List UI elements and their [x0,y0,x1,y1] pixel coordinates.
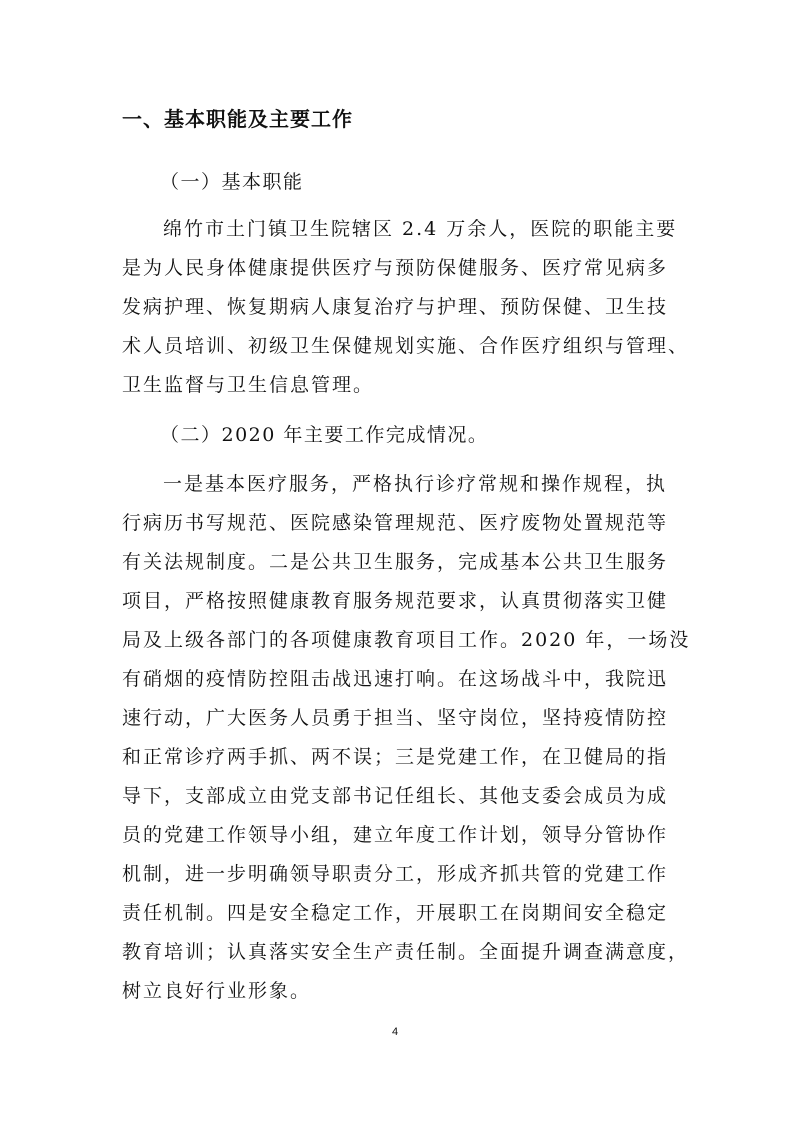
paragraph-line: 员的党建工作领导小组，建立年度工作计划，领导分管协作 [122,824,669,846]
paragraph-line: 局及上级各部门的各项健康教育项目工作。2020 年，一场没 [122,629,691,651]
paragraph-line: 机制，进一步明确领导职责分工，形成齐抓共管的党建工作 [122,863,669,885]
paragraph-line: 有硝烟的疫情防控阻击战迅速打响。在这场战斗中，我院迅 [122,668,669,690]
paragraph-line: 导下，支部成立由党支部书记任组长、其他支委会成员为成 [122,785,669,807]
paragraph-line: 速行动，广大医务人员勇于担当、坚守岗位，坚持疫情防控 [122,707,669,729]
paragraph-line: 教育培训；认真落实安全生产责任制。全面提升调查满意度， [122,941,690,963]
paragraph-line: 绵竹市土门镇卫生院辖区 2.4 万余人，医院的职能主要 [163,218,678,240]
paragraph-line: 树立良好行业形象。 [122,980,312,1002]
paragraph-line: 行病历书写规范、医院感染管理规范、医疗废物处置规范等 [122,512,669,534]
paragraph-line: 术人员培训、初级卫生保健规划实施、合作医疗组织与管理、 [122,335,690,357]
paragraph-line: 责任机制。四是安全稳定工作，开展职工在岗期间安全稳定 [122,902,669,924]
paragraph-line: 有关法规制度。二是公共卫生服务，完成基本公共卫生服务 [122,551,669,573]
section-heading: 一、基本职能及主要工作 [122,107,353,131]
page-number: 4 [392,1026,399,1038]
paragraph-line: 项目，严格按照健康教育服务规范要求，认真贯彻落实卫健 [122,590,669,612]
paragraph-line: 一是基本医疗服务，严格执行诊疗常规和操作规程，执 [163,473,668,495]
paragraph-line: 卫生监督与卫生信息管理。 [122,374,375,396]
subsection-title-work-completion: （二）2020 年主要工作完成情况。 [160,424,489,446]
subsection-title-basic-functions: （一）基本职能 [160,171,304,193]
paragraph-line: 是为人民身体健康提供医疗与预防保健服务、医疗常见病多 [122,257,669,279]
paragraph-line: 发病护理、恢复期病人康复治疗与护理、预防保健、卫生技 [122,296,669,318]
paragraph-line: 和正常诊疗两手抓、两不误；三是党建工作，在卫健局的指 [122,746,669,768]
